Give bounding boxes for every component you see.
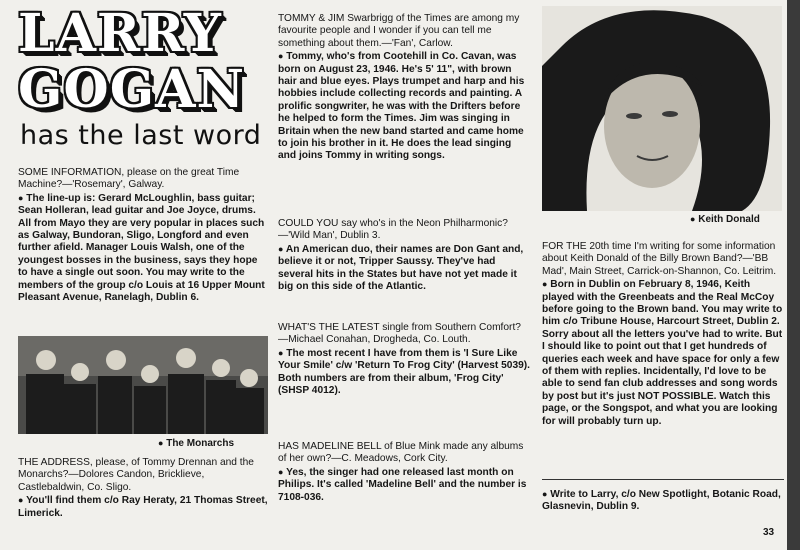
answer	[278, 466, 530, 504]
letter-time-machine	[18, 167, 268, 304]
footer-note	[542, 488, 784, 514]
question: THE ADDRESS, please, of Tommy Drennan and the Monarchs?—Dolores Candon, Bricklieve, Castlebaldwin, Co. Sligo.	[18, 457, 254, 493]
answer-text: Tommy, who's from Cootehill in Co. Cavan, was born on August 23, 1946. He's 5' 11", with brown hair and blue eyes. Plays trumpet and harp and his hobbies include collecting records and painting. A prolific songwriter, he was with the Drifters before he helped to form the Times. Jim was singing in Britain when the new band started and came home to join his brother in it. He does the lead singing and joins Tommy in writing songs.	[278, 51, 525, 162]
bullet-icon: ●	[18, 495, 24, 506]
letter-madeline-bell	[278, 441, 530, 504]
answer-text: The most recent I have from them is 'I Sure Like Your Smile' c/w 'Return To Frog City' (Harvest 5039). Both numbers are from their album, 'Frog City' (SHSP 4012).	[278, 347, 531, 397]
answer-text: The line-up is: Gerard McLoughlin, bass guitar; Sean Holleran, lead guitar and Joe Joyce, drums. All from Mayo they are very popular in places such as Galway, Bundoran, Sligo, Longford and even further afield. Manager Louis Walsh, one of the youngest bosses in the business, says they hope to have a single out soon. You may write to the members of the group c/o Louis at 16 Upper Mount Pleasant Avenue, Ranelagh, Dublin 6.	[18, 192, 265, 304]
subtitle: has the last word	[20, 120, 262, 151]
title-larry: LARRY	[18, 3, 222, 64]
answer	[278, 50, 530, 163]
bullet-icon: ●	[542, 489, 548, 499]
bullet-icon: ●	[18, 192, 24, 203]
answer	[18, 192, 268, 305]
bullet-icon: ●	[690, 214, 696, 224]
write-to-larry	[542, 488, 784, 514]
answer	[18, 494, 268, 520]
monarchs-photo	[18, 336, 268, 434]
answer-text: You'll find them c/o Ray Heraty, 21 Thomas Street, Limerick.	[18, 495, 268, 519]
bullet-icon: ●	[278, 466, 284, 477]
caption-text: Keith Donald	[698, 214, 760, 225]
answer-text: An American duo, their names are Don Gant and, believe it or not, Tripper Saussy. They've had several hits in the States but have not yet made it big on this side of the Atlantic.	[278, 243, 524, 293]
page-number: 33	[763, 527, 775, 538]
letter-keith-donald	[542, 241, 784, 428]
question: HAS MADELINE BELL of Blue Mink made any albums of her own?—C. Meadows, Cork City.	[278, 441, 524, 465]
answer	[278, 243, 530, 294]
bullet-icon: ●	[158, 438, 164, 448]
monarchs-caption	[158, 438, 234, 449]
keith-donald-photo	[542, 6, 782, 211]
answer-text: Born in Dublin on February 8, 1946, Keith played with the Greenbeats and the Real McCoy before going to the Brown band. You may write to him c/o Tribune House, Harcourt Street, Dublin 2. Sorry about all the letters you've had to write. But I should like to point out that I get hundreds of queries each week and have space for only a few of them with replies. Incidentally, I'd love to be able to send fan club addresses and song words by post but it's just NOT POSSIBLE. Watch this page, or the Songspot, and what you are looking for will probably turn up.	[542, 279, 783, 427]
letter-southern-comfort	[278, 322, 530, 397]
question: COULD YOU say who's in the Neon Philharmonic?—'Wild Man', Dublin 3.	[278, 218, 508, 242]
question: FOR THE 20th time I'm writing for some information about Keith Donald of the Billy Brown Band?—'BB Mad', Main Street, Carrick-on-Shannon, Co. Leitrim.	[542, 241, 777, 277]
bullet-icon: ●	[278, 347, 284, 358]
question: SOME INFORMATION, please on the great Time Machine?—'Rosemary', Galway.	[18, 167, 240, 191]
footer-divider	[542, 479, 784, 480]
bullet-icon: ●	[278, 243, 284, 254]
page-gutter	[787, 0, 800, 550]
title-gogan: GOGAN	[18, 59, 245, 120]
question: WHAT'S THE LATEST single from Southern Comfort?—Michael Conahan, Drogheda, Co. Louth.	[278, 322, 521, 346]
footer-text: Write to Larry, c/o New Spotlight, Botanic Road, Glasnevin, Dublin 9.	[542, 489, 781, 513]
caption-text: The Monarchs	[166, 438, 235, 449]
bullet-icon: ●	[542, 279, 548, 290]
answer	[542, 278, 784, 428]
question: TOMMY & JIM Swarbrigg of the Times are among my favourite people and I wonder if you can tell me something about them.—'Fan', Carlow.	[278, 13, 520, 49]
answer	[278, 347, 530, 398]
letter-swarbrigg	[278, 13, 530, 163]
bullet-icon: ●	[278, 51, 284, 62]
letter-monarchs	[18, 457, 268, 520]
answer-text: Yes, the singer had one released last month on Philips. It's called 'Madeline Bell' and the number is 7108-036.	[278, 466, 527, 503]
keith-donald-caption	[690, 214, 760, 225]
letter-neon-philharmonic	[278, 218, 530, 293]
